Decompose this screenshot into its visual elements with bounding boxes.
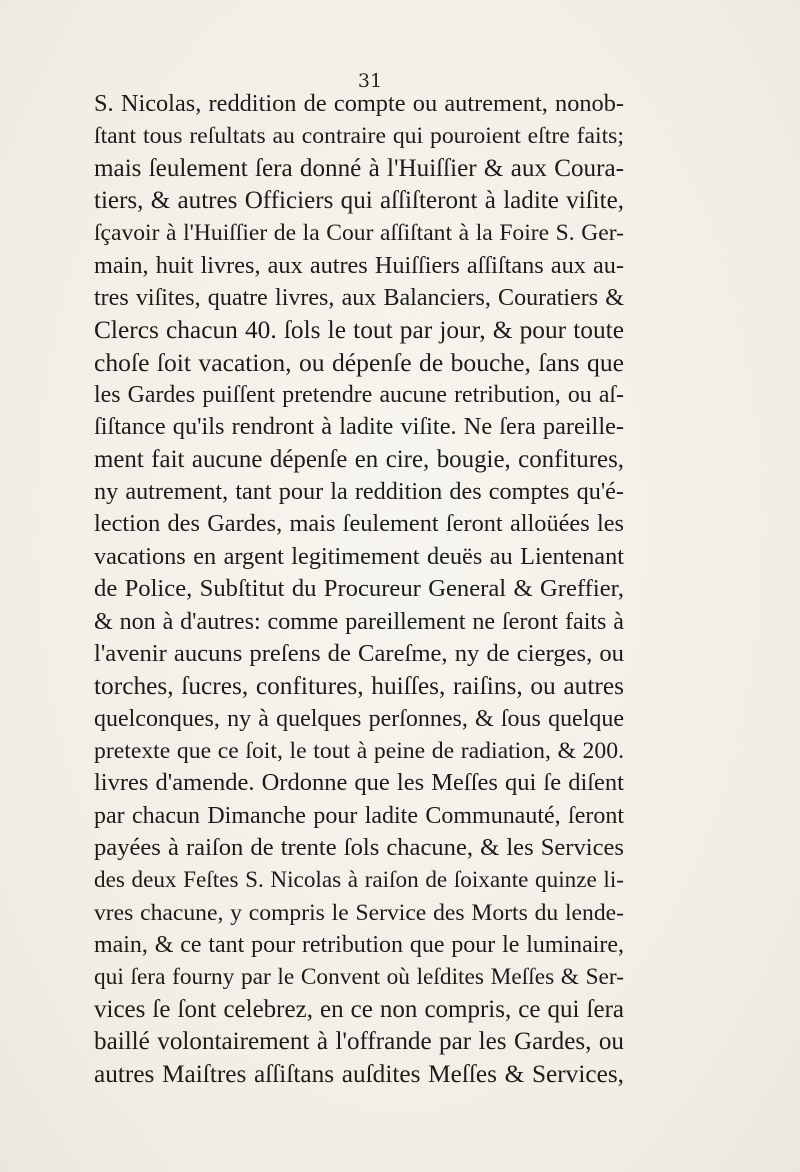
text-line: tiers, & autres Officiers qui aſſiſteront à ladite viſite,	[94, 187, 624, 215]
text-line: les Gardes puiſſent pretendre aucune retribution, ou aſ-	[94, 382, 624, 409]
text-line: livres d'amende. Ordonne que les Meſſes qui ſe diſent	[94, 769, 624, 797]
page-number: 31	[357, 70, 383, 92]
text-line: payées à raiſon de trente ſols chacune, & les Services	[94, 833, 624, 861]
text-line: vacations en argent legitimement deuës au Lientenant	[94, 542, 624, 570]
text-line: des deux Feſtes S. Nicolas à raiſon de ſoixante quinze li-	[94, 867, 624, 894]
text-line: S. Nicolas, reddition de compte ou autrement, nonob-	[94, 90, 624, 117]
text-line: ſiſtance qu'ils rendront à ladite viſite. Ne ſera pareille-	[94, 413, 624, 441]
text-line: ment fait aucune dépenſe en cire, bougie, confitures,	[94, 445, 624, 473]
text-line: Clercs chacun 40. ſols le tout par jour, & pour toute	[94, 316, 624, 345]
text-line: torches, ſucres, confitures, huiſſes, raiſins, ou autres	[94, 672, 624, 701]
text-line: par chacun Dimanche pour ladite Communauté, ſeront	[94, 802, 624, 829]
text-line: main, & ce tant pour retribution que pour le luminaire,	[94, 931, 624, 958]
text-line: baillé volontairement à l'offrande par les Gardes, ou	[94, 1027, 624, 1055]
body-text	[94, 88, 624, 1091]
text-line: quelconques, ny à quelques perſonnes, & ſous quelque	[94, 705, 624, 732]
text-line: mais ſeulement ſera donné à l'Huiſſier & aux Coura-	[94, 154, 624, 182]
text-line: vres chacune, y compris le Service des Morts du lende-	[94, 899, 624, 926]
text-line: ſçavoir à l'Huiſſier de la Cour aſſiſtant à la Foire S. Ger-	[94, 220, 624, 247]
text-line: vices ſe ſont celebrez, en ce non compris, ce qui ſera	[94, 995, 624, 1023]
text-line: lection des Gardes, mais ſeulement ſeront alloüées les	[94, 510, 624, 538]
text-line: l'avenir aucuns preſens de Careſme, ny de cierges, ou	[94, 639, 624, 667]
text-line: & non à d'autres: comme pareillement ne ſeront faits à	[94, 608, 624, 635]
text-line: de Police, Subſtitut du Procureur General & Greffier,	[94, 575, 624, 603]
text-line: qui ſera fourny par le Convent où leſdites Meſſes & Ser-	[94, 964, 624, 991]
text-line: tres viſites, quatre livres, aux Balanciers, Couratiers &	[94, 285, 624, 312]
text-line: ny autrement, tant pour la reddition des comptes qu'é-	[94, 478, 624, 506]
text-line: ſtant tous reſultats au contraire qui pouroient eſtre faits;	[94, 123, 624, 150]
text-line: choſe ſoit vacation, ou dépenſe de bouche, ſans que	[94, 347, 624, 377]
text-line: main, huit livres, aux autres Huiſſiers aſſiſtans aux au-	[94, 251, 624, 279]
text-line: autres Maiſtres aſſiſtans auſdites Meſſes & Services,	[94, 1060, 624, 1089]
text-line: pretexte que ce ſoit, le tout à peine de radiation, & 200.	[94, 737, 624, 764]
